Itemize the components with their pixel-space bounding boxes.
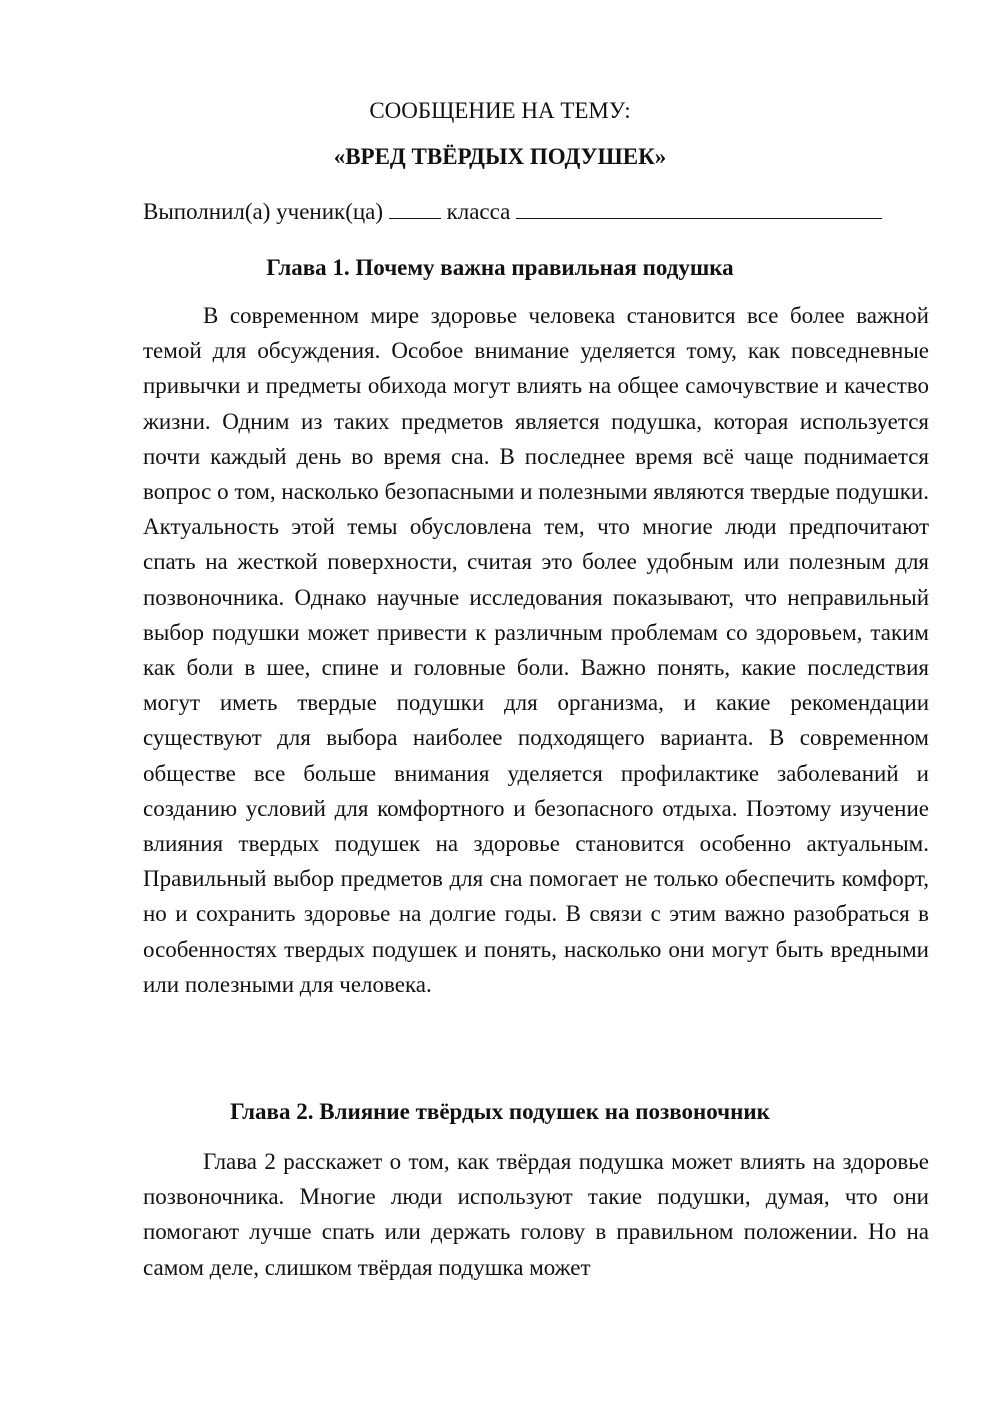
document-title-line2: «ВРЕД ТВЁРДЫХ ПОДУШЕК»	[333, 144, 667, 169]
class-number-blank	[389, 196, 441, 219]
performed-by-label: Выполнил(а) ученик(ца)	[143, 199, 384, 224]
chapter2-paragraph: Глава 2 расскажет о том, как твёрдая подушка может влиять на здоровье позвоночника. Многие люди используют такие подушки, думая, что они помогают лучше спать или держать голову в правильном положении. Но на самом деле, слишком твёрдая подушка может	[143, 1149, 929, 1280]
chapter1-heading: Глава 1. Почему важна правильная подушка	[266, 255, 734, 280]
chapter1-paragraph: В современном мире здоровье человека становится все более важной темой для обсуждения. Особое внимание уделяется тому, как повседневные привычки и предметы обихода могут влиять на общее самочувствие и качество жизни. Одним из таких предметов является подушка, которая используется почти каждый день во время сна. В последнее время всё чаще поднимается вопрос о том, насколько безопасными и полезными являются твердые подушки. Актуальность этой темы обусловлена тем, что многие люди предпочитают спать на жесткой поверхности, считая это более удобным или полезным для позвоночника. Однако научные исследования показывают, что неправильный выбор подушки может привести к различным проблемам со здоровьем, таким как боли в шее, спине и головные боли. Важно понять, какие последствия могут иметь твердые подушки для организма, и какие рекомендации существуют для выбора наиболее подходящего варианта. В современном обществе все больше внимания уделяется профилактике заболеваний и созданию условий для комфортного и безопасного отдыха. Поэтому изучение влияния твердых подушек на здоровье становится особенно актуальным. Правильный выбор предметов для сна помогает не только обеспечить комфорт, но и сохранить здоровье на долгие годы. В связи с этим важно разобраться в особенностях твердых подушек и понять, насколько они могут быть вредными или полезными для человека.	[143, 303, 929, 997]
class-label: класса	[446, 199, 511, 224]
chapter2-heading: Глава 2. Влияние твёрдых подушек на позвоночник	[230, 1099, 770, 1124]
student-name-blank	[516, 196, 882, 219]
signature-line	[143, 196, 933, 227]
document-title-line1: СООБЩЕНИЕ НА ТЕМУ:	[369, 98, 631, 123]
